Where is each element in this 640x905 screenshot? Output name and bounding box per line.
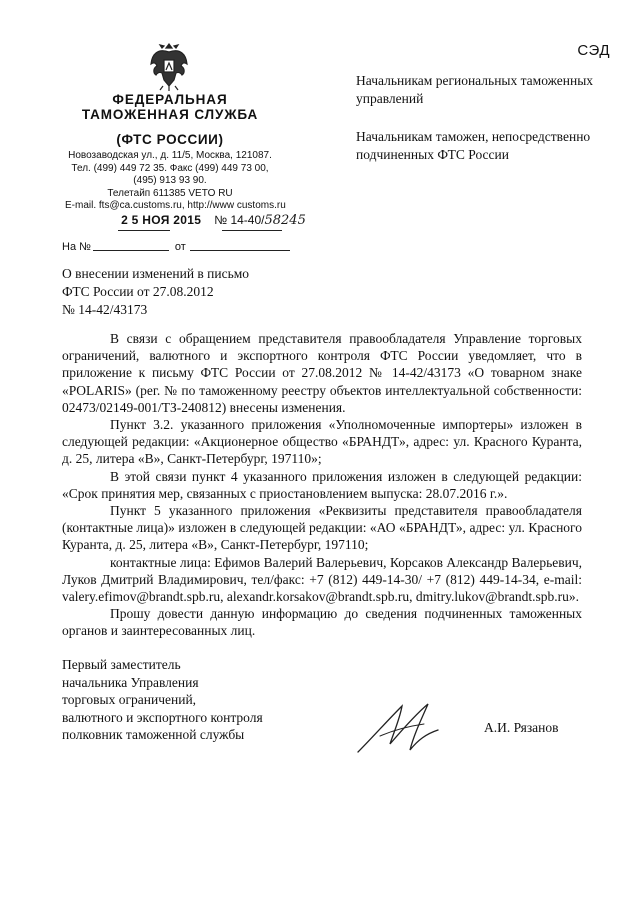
body-paragraph: Пункт 3.2. указанного приложения «Уполномоченные импортеры» изложен в следующей редакции: «Акционерное общество «БРАНДТ», адрес: ул. Красного Куранта, д. 25, литера «В», Санкт-Петербург, 197110»; xyxy=(62,417,582,467)
body-paragraph: Прошу довести данную информацию до сведения подчиненных таможенных органов и заинтересованных лиц. xyxy=(62,606,582,639)
organization-header xyxy=(70,92,270,147)
letter-subject xyxy=(62,265,322,319)
registration-number-prefix: № 14-40/ xyxy=(214,213,265,227)
signer-name: А.И. Рязанов xyxy=(484,720,559,735)
body-paragraph: контактные лица: Ефимов Валерий Валерьевич, Корсаков Александр Валерьевич, Луков Дмитрий Владимирович, тел/факс: +7 (812) 449-14-30/ +7 (812) 449-14-34, e-mail: valery.efimov@brandt.spb.ru, alexandr.korsakov@brandt.spb.ru, dmitry.lukov@brandt.spb.ru». xyxy=(62,554,582,605)
signer-line2: начальника Управления xyxy=(62,674,199,690)
letter-body xyxy=(62,330,582,640)
date-underline xyxy=(118,230,170,231)
address-email: E-mail. fts@ca.customs.ru, http://www customs.ru xyxy=(65,200,286,211)
subject-line1: О внесении изменений в письмо xyxy=(62,266,250,281)
coat-of-arms-icon xyxy=(148,40,190,92)
registration-line xyxy=(62,213,306,228)
org-abbreviation: (ФТС РОССИИ) xyxy=(116,132,224,147)
reference-number-blank xyxy=(93,250,169,251)
address-teletype: Телетайп 611385 VETO RU xyxy=(107,187,233,199)
addressee-regional: Начальникам региональных таможенных управлений xyxy=(356,73,594,106)
signer-line4: валютного и экспортного контроля xyxy=(62,709,263,725)
body-paragraph: В этой связи пункт 4 указанного приложения изложен в следующей редакции: «Срок принятия мер, связанных с приостановлением выпуска: 28.07.2016 г.». xyxy=(62,468,582,501)
body-paragraph: Пункт 5 указанного приложения «Реквизиты представителя правообладателя (контактные лица)» изложен в следующей редакции: «АО «БРАНДТ», адрес: ул. Красного Куранта, д. 25, литера «В», Санкт-Петербург, 197110; xyxy=(62,503,582,553)
signer-line1: Первый заместитель xyxy=(62,657,181,672)
address-line1: Новозаводская ул., д. 11/5, Москва, 121087. xyxy=(68,150,272,161)
reference-number-label: На № xyxy=(62,241,91,253)
signer-line3: торговых ограничений, xyxy=(62,692,197,707)
sed-mark: СЭД xyxy=(577,42,610,59)
subject-line3: № 14-42/43173 xyxy=(62,302,148,317)
signer-line5: полковник таможенной службы xyxy=(62,727,245,742)
org-address-block xyxy=(65,150,286,213)
org-name-line2: ТАМОЖЕННАЯ СЛУЖБА xyxy=(81,107,259,122)
reference-date-blank xyxy=(190,250,290,251)
number-underline xyxy=(222,230,282,231)
reference-line xyxy=(62,241,290,253)
subject-line2: ФТС России от 27.08.2012 xyxy=(62,284,214,299)
org-name-line1: ФЕДЕРАЛЬНАЯ xyxy=(112,92,228,107)
address-phone2: (495) 913 93 90. xyxy=(133,175,207,186)
addressee-customs: Начальникам таможен, непосредственно подчиненных ФТС России xyxy=(356,129,591,162)
reference-from-label: от xyxy=(174,241,186,253)
registration-date: 2 5 НОЯ 2015 xyxy=(121,213,202,227)
signer-title xyxy=(62,656,312,744)
body-paragraph: В связи с обращением представителя правообладателя Управление торговых ограничений, валютного и экспортного контроля ФТС России уведомляет, что в приложение к письму ФТС России от 27.08.2012 № 14-42/43173 «О товарном знаке «POLARIS» (рег. № по таможенному реестру объектов интеллектуальной собственности: 02473/02149-001/ТЗ-240812) внесены изменения. xyxy=(62,331,582,415)
address-phone: Тел. (499) 449 72 35. Факс (499) 449 73 00, xyxy=(71,162,269,174)
registration-number-handwritten: 58245 xyxy=(264,213,306,228)
handwritten-signature xyxy=(350,700,450,760)
